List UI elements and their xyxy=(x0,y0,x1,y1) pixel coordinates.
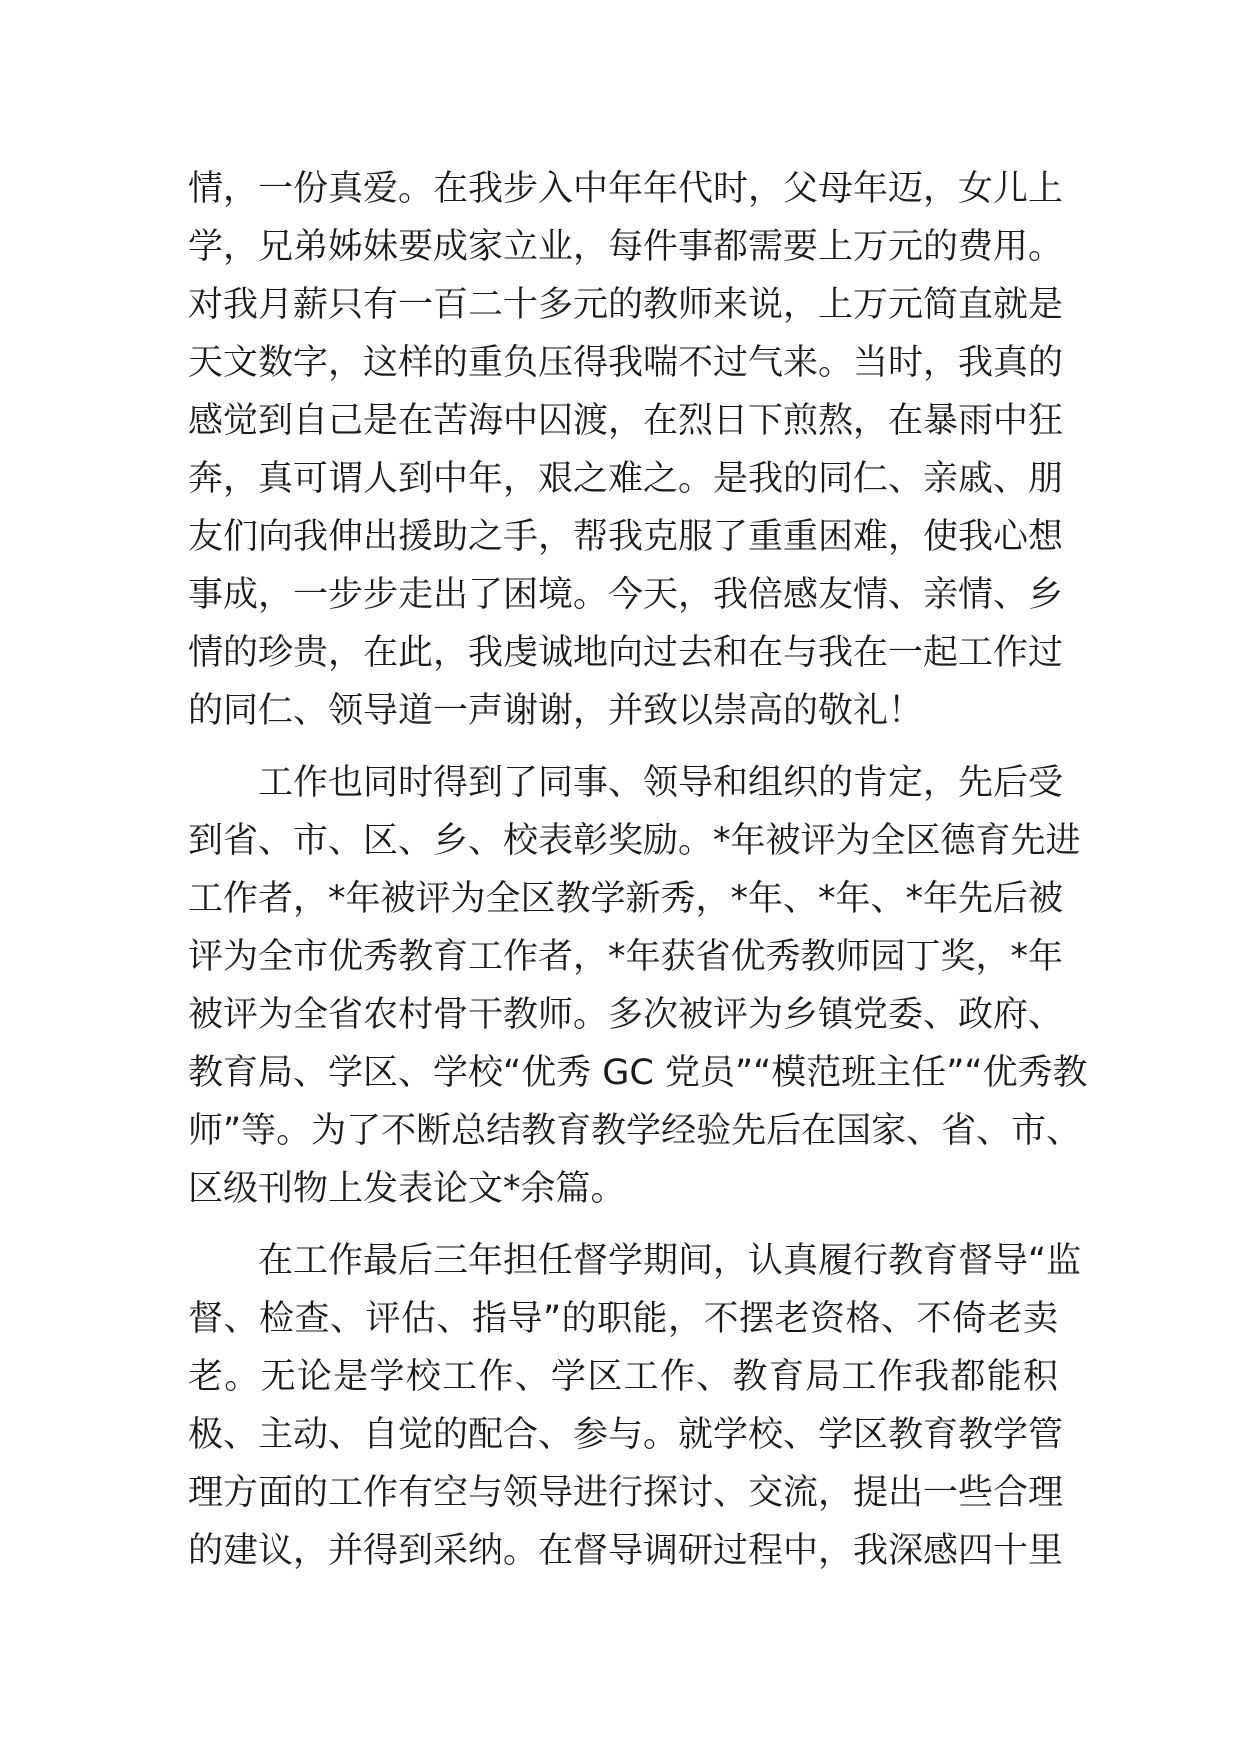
text-line: 教育局、学区、学校“优秀 GC 党员”“模范班主任”“优秀教 xyxy=(188,1053,1088,1093)
text-line: 的建议，并得到采纳。在督导调研过程中，我深感四十里 xyxy=(188,1531,1064,1571)
paragraph-awards xyxy=(188,754,1088,1218)
text-line: 老。无论是学校工作、学区工作、教育局工作我都能积 xyxy=(188,1357,1058,1397)
paragraph-gratitude xyxy=(188,160,1064,740)
text-line: 理方面的工作有空与领导进行探讨、交流，提出一些合理 xyxy=(188,1473,1064,1513)
text-line: 到省、市、区、乡、校表彰奖励。*年被评为全区德育先进 xyxy=(188,821,1081,861)
text-line: 感觉到自己是在苦海中囚渡，在烈日下煎熬，在暴雨中狂 xyxy=(188,401,1064,441)
text-line: 友们向我伸出援助之手，帮我克服了重重困难，使我心想 xyxy=(188,517,1064,557)
text-line: 的同仁、领导道一声谢谢，并致以崇高的敬礼！ xyxy=(188,691,924,731)
text-line: 师”等。为了不断总结教育教学经验先后在国家、省、市、 xyxy=(188,1111,1082,1151)
text-line: 对我月薪只有一百二十多元的教师来说，上万元简直就是 xyxy=(188,285,1064,325)
paragraph-spacer xyxy=(188,740,1058,754)
text-line: 极、主动、自觉的配合、参与。就学校、学区教育教学管 xyxy=(188,1415,1064,1455)
text-line: 督、检查、评估、指导”的职能，不摆老资格、不倚老卖 xyxy=(188,1299,1058,1339)
text-line: 情的珍贵，在此，我虔诚地向过去和在与我在一起工作过 xyxy=(188,633,1064,673)
text-line: 学，兄弟姊妹要成家立业，每件事都需要上万元的费用。 xyxy=(188,227,1064,267)
text-line: 情，一份真爱。在我步入中年年代时，父母年迈，女儿上 xyxy=(188,169,1064,209)
paragraph-supervision xyxy=(188,1232,1082,1580)
text-line: 工作也同时得到了同事、领导和组织的肯定，先后受 xyxy=(258,763,1064,803)
text-line: 事成，一步步走出了困境。今天，我倍感友情、亲情、乡 xyxy=(188,575,1064,615)
document-page xyxy=(188,160,1088,1580)
text-line: 天文数字，这样的重负压得我喘不过气来。当时，我真的 xyxy=(188,343,1064,383)
text-line: 工作者，*年被评为全区教学新秀，*年、*年、*年先后被 xyxy=(188,879,1064,919)
text-line: 区级刊物上发表论文*余篇。 xyxy=(188,1169,626,1209)
text-line: 在工作最后三年担任督学期间，认真履行教育督导“监 xyxy=(258,1241,1082,1281)
text-line: 评为全市优秀教育工作者，*年获省优秀教师园丁奖，*年 xyxy=(188,937,1064,977)
text-line: 被评为全省农村骨干教师。多次被评为乡镇党委、政府、 xyxy=(188,995,1064,1035)
paragraph-spacer xyxy=(188,1218,1058,1232)
text-line: 奔，真可谓人到中年，艰之难之。是我的同仁、亲戚、朋 xyxy=(188,459,1064,499)
